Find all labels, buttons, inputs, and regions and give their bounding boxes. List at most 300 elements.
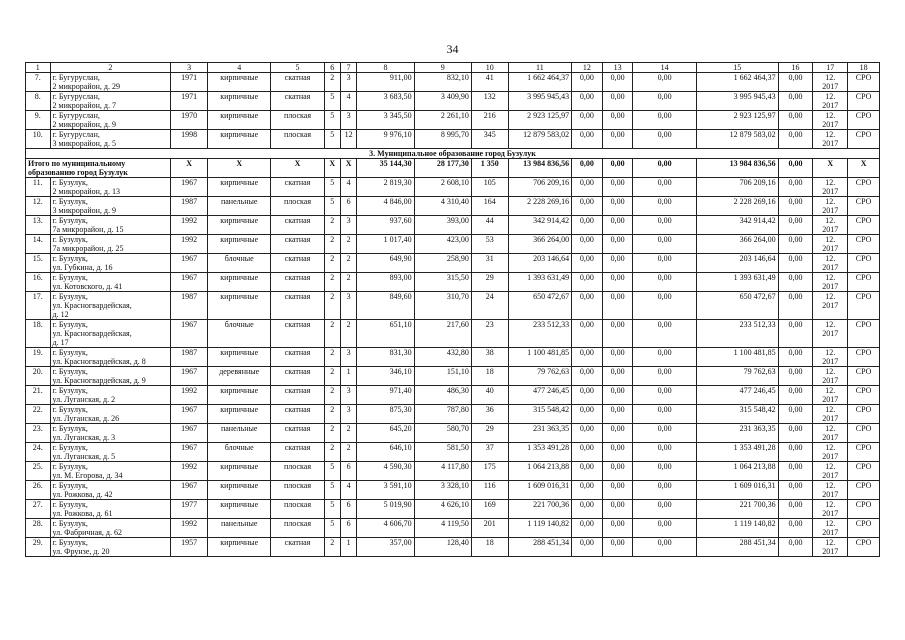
value-cell: 0,00 bbox=[602, 320, 633, 348]
total-area-cell: 4 590,30 bbox=[357, 462, 414, 481]
year-cell: 1967 bbox=[171, 443, 208, 462]
period-cell-line: 2017 bbox=[822, 101, 839, 110]
value-cell: 0,00 bbox=[572, 481, 603, 500]
value-cell: 0,00 bbox=[633, 254, 696, 273]
address-cell-line: 2 микрорайон, д. 7 bbox=[52, 101, 116, 110]
value-cell: 0,00 bbox=[633, 386, 696, 405]
table-row bbox=[26, 443, 880, 462]
entrances-cell: 3 bbox=[340, 348, 356, 367]
value-cell: 0,00 bbox=[572, 73, 603, 92]
address-cell-line: ул. Фабричная, д. 62 bbox=[52, 528, 122, 537]
total-area-cell: 937,60 bbox=[357, 216, 414, 235]
owner-funds-cell: 366 264,00 bbox=[696, 235, 778, 254]
owner-funds-cell: 2 923 125,97 bbox=[696, 111, 778, 130]
year-cell: 1967 bbox=[171, 254, 208, 273]
period-cell bbox=[813, 320, 848, 348]
period-cell-line: 12. bbox=[825, 538, 836, 547]
cost-cell: 2 228 269,16 bbox=[508, 197, 571, 216]
value-cell: 0,00 bbox=[778, 519, 813, 538]
year-cell: 1967 bbox=[171, 367, 208, 386]
address-cell bbox=[50, 519, 171, 538]
wall-material-cell: кирпичные bbox=[208, 405, 271, 424]
entrances-cell: 2 bbox=[340, 254, 356, 273]
total-cell: X bbox=[324, 159, 340, 178]
residents-cell: 24 bbox=[471, 292, 508, 320]
entrances-cell: 12 bbox=[340, 130, 356, 149]
value-cell: 0,00 bbox=[778, 481, 813, 500]
wall-material-cell: блочные bbox=[208, 320, 271, 348]
method-cell: СРО bbox=[848, 292, 880, 320]
value-cell: 0,00 bbox=[633, 73, 696, 92]
address-cell bbox=[50, 367, 171, 386]
roof-type-cell: скатная bbox=[271, 292, 324, 320]
wall-material-cell: кирпичные bbox=[208, 462, 271, 481]
residents-cell: 37 bbox=[471, 443, 508, 462]
living-area-cell: 4 119,50 bbox=[414, 519, 471, 538]
address-cell bbox=[50, 216, 171, 235]
roof-type-cell: скатная bbox=[271, 92, 324, 111]
value-cell: 0,00 bbox=[572, 235, 603, 254]
year-cell: 1967 bbox=[171, 424, 208, 443]
cost-cell: 221 700,36 bbox=[508, 500, 571, 519]
period-cell-line: 2017 bbox=[822, 357, 839, 366]
floors-cell: 2 bbox=[324, 348, 340, 367]
address-cell-line: 2 микрорайон, д. 13 bbox=[52, 187, 120, 196]
table-row bbox=[26, 348, 880, 367]
living-area-cell: 4 117,80 bbox=[414, 462, 471, 481]
period-cell bbox=[813, 348, 848, 367]
method-cell: СРО bbox=[848, 92, 880, 111]
residents-cell: 23 bbox=[471, 320, 508, 348]
cost-cell: 342 914,42 bbox=[508, 216, 571, 235]
cost-cell: 231 363,35 bbox=[508, 424, 571, 443]
row-number: 13. bbox=[26, 216, 51, 235]
method-cell: СРО bbox=[848, 235, 880, 254]
cost-cell: 288 451,34 bbox=[508, 538, 571, 557]
roof-type-cell: скатная bbox=[271, 73, 324, 92]
address-cell bbox=[50, 254, 171, 273]
method-cell: СРО bbox=[848, 73, 880, 92]
total-area-cell: 3 591,10 bbox=[357, 481, 414, 500]
address-cell-line: ул. Луганская, д. 2 bbox=[52, 395, 116, 404]
value-cell: 0,00 bbox=[778, 443, 813, 462]
value-cell: 0,00 bbox=[778, 405, 813, 424]
wall-material-cell: кирпичные bbox=[208, 481, 271, 500]
row-number: 25. bbox=[26, 462, 51, 481]
table-row bbox=[26, 367, 880, 386]
wall-material-cell: кирпичные bbox=[208, 178, 271, 197]
period-cell-line: 2017 bbox=[822, 263, 839, 272]
address-cell-line: ул. Губкина, д. 16 bbox=[52, 263, 113, 272]
total-area-cell: 651,10 bbox=[357, 320, 414, 348]
page-number: 34 bbox=[446, 42, 459, 56]
entrances-cell: 2 bbox=[340, 273, 356, 292]
floors-cell: 5 bbox=[324, 92, 340, 111]
total-area-cell: 893,00 bbox=[357, 273, 414, 292]
address-cell bbox=[50, 386, 171, 405]
address-cell bbox=[50, 500, 171, 519]
housing-register-table bbox=[25, 62, 880, 557]
period-cell-line: 12. bbox=[825, 216, 836, 225]
wall-material-cell: кирпичные bbox=[208, 273, 271, 292]
address-cell-line: 7а микрорайон, д. 15 bbox=[52, 225, 124, 234]
period-cell-line: 2017 bbox=[822, 528, 839, 537]
entrances-cell: 2 bbox=[340, 424, 356, 443]
row-number: 18. bbox=[26, 320, 51, 348]
year-cell: 1967 bbox=[171, 405, 208, 424]
row-number: 26. bbox=[26, 481, 51, 500]
wall-material-cell: кирпичные bbox=[208, 111, 271, 130]
address-cell bbox=[50, 348, 171, 367]
wall-material-cell: панельные bbox=[208, 197, 271, 216]
value-cell: 0,00 bbox=[602, 424, 633, 443]
period-cell-line: 12. bbox=[825, 130, 836, 139]
entrances-cell: 2 bbox=[340, 443, 356, 462]
entrances-cell: 4 bbox=[340, 481, 356, 500]
col-header: 17 bbox=[813, 63, 848, 73]
period-cell-line: 12. bbox=[825, 462, 836, 471]
living-area-cell: 4 626,10 bbox=[414, 500, 471, 519]
wall-material-cell: блочные bbox=[208, 443, 271, 462]
living-area-cell: 8 995,70 bbox=[414, 130, 471, 149]
owner-funds-cell: 12 879 583,02 bbox=[696, 130, 778, 149]
value-cell: 0,00 bbox=[778, 216, 813, 235]
row-number: 20. bbox=[26, 367, 51, 386]
total-label-line: Итого по муниципальному bbox=[28, 159, 126, 168]
value-cell: 0,00 bbox=[572, 178, 603, 197]
col-header: 6 bbox=[324, 63, 340, 73]
address-cell-line: г. Бугуруслан, bbox=[52, 111, 100, 120]
living-area-cell: 315,50 bbox=[414, 273, 471, 292]
floors-cell: 5 bbox=[324, 111, 340, 130]
period-cell bbox=[813, 111, 848, 130]
value-cell: 0,00 bbox=[572, 386, 603, 405]
value-cell: 0,00 bbox=[778, 235, 813, 254]
value-cell: 0,00 bbox=[633, 348, 696, 367]
value-cell: 0,00 bbox=[602, 73, 633, 92]
table-row bbox=[26, 235, 880, 254]
wall-material-cell: деревянные bbox=[208, 367, 271, 386]
total-area-cell: 357,00 bbox=[357, 538, 414, 557]
period-cell-line: 2017 bbox=[822, 452, 839, 461]
period-cell-line: 2017 bbox=[822, 187, 839, 196]
owner-funds-cell: 1 353 491,28 bbox=[696, 443, 778, 462]
total-label bbox=[26, 159, 171, 178]
table-row bbox=[26, 292, 880, 320]
address-cell-line: г. Бузулук, bbox=[52, 178, 88, 187]
address-cell bbox=[50, 235, 171, 254]
value-cell: 0,00 bbox=[633, 273, 696, 292]
total-cell: 13 984 836,56 bbox=[696, 159, 778, 178]
roof-type-cell: скатная bbox=[271, 273, 324, 292]
residents-cell: 216 bbox=[471, 111, 508, 130]
year-cell: 1992 bbox=[171, 235, 208, 254]
owner-funds-cell: 315 548,42 bbox=[696, 405, 778, 424]
period-cell-line: 2017 bbox=[822, 376, 839, 385]
total-label-line: образованию город Бузулук bbox=[28, 168, 128, 177]
total-area-cell: 346,10 bbox=[357, 367, 414, 386]
row-number: 10. bbox=[26, 130, 51, 149]
period-cell-line: 2017 bbox=[822, 282, 839, 291]
col-header: 15 bbox=[696, 63, 778, 73]
value-cell: 0,00 bbox=[778, 254, 813, 273]
address-cell bbox=[50, 92, 171, 111]
year-cell: 1967 bbox=[171, 273, 208, 292]
value-cell: 0,00 bbox=[602, 405, 633, 424]
total-area-cell: 3 683,50 bbox=[357, 92, 414, 111]
address-cell-line: г. Бузулук, bbox=[52, 519, 88, 528]
residents-cell: 105 bbox=[471, 178, 508, 197]
living-area-cell: 128,40 bbox=[414, 538, 471, 557]
wall-material-cell: кирпичные bbox=[208, 292, 271, 320]
period-cell-line: 2017 bbox=[822, 82, 839, 91]
address-cell bbox=[50, 443, 171, 462]
table-row bbox=[26, 273, 880, 292]
method-cell: СРО bbox=[848, 462, 880, 481]
address-cell-line: г. Бузулук, bbox=[52, 500, 88, 509]
value-cell: 0,00 bbox=[572, 500, 603, 519]
address-cell-line: г. Бузулук, bbox=[52, 197, 88, 206]
value-cell: 0,00 bbox=[572, 320, 603, 348]
method-cell: СРО bbox=[848, 538, 880, 557]
value-cell: 0,00 bbox=[633, 111, 696, 130]
value-cell: 0,00 bbox=[572, 405, 603, 424]
value-cell: 0,00 bbox=[778, 197, 813, 216]
address-cell-line: ул. Котовского, д. 41 bbox=[52, 282, 123, 291]
address-cell bbox=[50, 292, 171, 320]
roof-type-cell: плоская bbox=[271, 519, 324, 538]
floors-cell: 5 bbox=[324, 462, 340, 481]
address-cell-line: ул. Рожкова, д. 42 bbox=[52, 490, 113, 499]
value-cell: 0,00 bbox=[572, 292, 603, 320]
address-cell bbox=[50, 462, 171, 481]
living-area-cell: 423,00 bbox=[414, 235, 471, 254]
col-header: 2 bbox=[50, 63, 171, 73]
value-cell: 0,00 bbox=[602, 197, 633, 216]
year-cell: 1970 bbox=[171, 111, 208, 130]
period-cell-line: 12. bbox=[825, 424, 836, 433]
entrances-cell: 3 bbox=[340, 405, 356, 424]
owner-funds-cell: 203 146,64 bbox=[696, 254, 778, 273]
value-cell: 0,00 bbox=[602, 348, 633, 367]
period-cell-line: 12. bbox=[825, 443, 836, 452]
address-cell-line: г. Бузулук, bbox=[52, 538, 88, 547]
total-cell: 28 177,30 bbox=[414, 159, 471, 178]
col-header: 10 bbox=[471, 63, 508, 73]
row-number: 14. bbox=[26, 235, 51, 254]
residents-cell: 345 bbox=[471, 130, 508, 149]
period-cell-line: 12. bbox=[825, 481, 836, 490]
roof-type-cell: плоская bbox=[271, 111, 324, 130]
floors-cell: 2 bbox=[324, 405, 340, 424]
value-cell: 0,00 bbox=[778, 273, 813, 292]
total-row bbox=[26, 159, 880, 178]
residents-cell: 44 bbox=[471, 216, 508, 235]
value-cell: 0,00 bbox=[602, 130, 633, 149]
method-cell: СРО bbox=[848, 111, 880, 130]
method-cell: СРО bbox=[848, 254, 880, 273]
table-row bbox=[26, 111, 880, 130]
period-cell bbox=[813, 178, 848, 197]
value-cell: 0,00 bbox=[572, 111, 603, 130]
floors-cell: 5 bbox=[324, 130, 340, 149]
owner-funds-cell: 1 609 016,31 bbox=[696, 481, 778, 500]
year-cell: 1992 bbox=[171, 462, 208, 481]
value-cell: 0,00 bbox=[633, 130, 696, 149]
cost-cell: 1 609 016,31 bbox=[508, 481, 571, 500]
cost-cell: 366 264,00 bbox=[508, 235, 571, 254]
value-cell: 0,00 bbox=[633, 235, 696, 254]
column-number-header bbox=[26, 63, 880, 73]
roof-type-cell: плоская bbox=[271, 197, 324, 216]
method-cell: СРО bbox=[848, 386, 880, 405]
address-cell bbox=[50, 73, 171, 92]
year-cell: 1957 bbox=[171, 538, 208, 557]
living-area-cell: 393,00 bbox=[414, 216, 471, 235]
roof-type-cell: скатная bbox=[271, 235, 324, 254]
period-cell bbox=[813, 519, 848, 538]
method-cell: СРО bbox=[848, 500, 880, 519]
value-cell: 0,00 bbox=[633, 197, 696, 216]
entrances-cell: 6 bbox=[340, 462, 356, 481]
row-number: 8. bbox=[26, 92, 51, 111]
living-area-cell: 310,70 bbox=[414, 292, 471, 320]
total-area-cell: 911,00 bbox=[357, 73, 414, 92]
residents-cell: 40 bbox=[471, 386, 508, 405]
value-cell: 0,00 bbox=[602, 273, 633, 292]
period-cell-line: 2017 bbox=[822, 139, 839, 148]
address-cell bbox=[50, 424, 171, 443]
period-cell-line: 12. bbox=[825, 292, 836, 301]
period-cell bbox=[813, 462, 848, 481]
total-cell: X bbox=[340, 159, 356, 178]
owner-funds-cell: 477 246,45 bbox=[696, 386, 778, 405]
total-area-cell: 2 819,30 bbox=[357, 178, 414, 197]
total-cell: 0,00 bbox=[572, 159, 603, 178]
year-cell: 1967 bbox=[171, 481, 208, 500]
period-cell-line: 2017 bbox=[822, 329, 839, 338]
total-area-cell: 649,90 bbox=[357, 254, 414, 273]
year-cell: 1977 bbox=[171, 500, 208, 519]
col-header: 13 bbox=[602, 63, 633, 73]
living-area-cell: 3 328,10 bbox=[414, 481, 471, 500]
value-cell: 0,00 bbox=[633, 462, 696, 481]
col-header: 12 bbox=[572, 63, 603, 73]
method-cell: СРО bbox=[848, 130, 880, 149]
value-cell: 0,00 bbox=[633, 216, 696, 235]
living-area-cell: 486,30 bbox=[414, 386, 471, 405]
value-cell: 0,00 bbox=[778, 462, 813, 481]
roof-type-cell: скатная bbox=[271, 320, 324, 348]
table-row bbox=[26, 254, 880, 273]
wall-material-cell: панельные bbox=[208, 519, 271, 538]
value-cell: 0,00 bbox=[633, 178, 696, 197]
table-row bbox=[26, 92, 880, 111]
roof-type-cell: плоская bbox=[271, 481, 324, 500]
address-cell-line: г. Бузулук, bbox=[52, 254, 88, 263]
floors-cell: 5 bbox=[324, 519, 340, 538]
row-number: 21. bbox=[26, 386, 51, 405]
entrances-cell: 3 bbox=[340, 386, 356, 405]
period-cell bbox=[813, 481, 848, 500]
living-area-cell: 2 261,10 bbox=[414, 111, 471, 130]
floors-cell: 2 bbox=[324, 292, 340, 320]
period-cell-line: 2017 bbox=[822, 490, 839, 499]
value-cell: 0,00 bbox=[778, 178, 813, 197]
total-area-cell: 4 846,00 bbox=[357, 197, 414, 216]
value-cell: 0,00 bbox=[602, 538, 633, 557]
period-cell-line: 12. bbox=[825, 519, 836, 528]
residents-cell: 175 bbox=[471, 462, 508, 481]
wall-material-cell: кирпичные bbox=[208, 216, 271, 235]
address-cell-line: г. Бузулук, bbox=[52, 320, 88, 329]
address-cell bbox=[50, 273, 171, 292]
address-cell bbox=[50, 320, 171, 348]
col-header: 1 bbox=[26, 63, 51, 73]
total-cell: 0,00 bbox=[778, 159, 813, 178]
row-number: 29. bbox=[26, 538, 51, 557]
floors-cell: 2 bbox=[324, 320, 340, 348]
living-area-cell: 3 409,90 bbox=[414, 92, 471, 111]
year-cell: 1987 bbox=[171, 292, 208, 320]
address-cell-line: 2 микрорайон, д. 9 bbox=[52, 120, 116, 129]
value-cell: 0,00 bbox=[778, 348, 813, 367]
value-cell: 0,00 bbox=[633, 538, 696, 557]
address-cell-line: г. Бузулук, bbox=[52, 481, 88, 490]
value-cell: 0,00 bbox=[602, 235, 633, 254]
value-cell: 0,00 bbox=[778, 320, 813, 348]
address-cell-line: г. Бузулук, bbox=[52, 462, 88, 471]
period-cell-line: 12. bbox=[825, 235, 836, 244]
table-body bbox=[26, 63, 880, 557]
address-cell-line: ул. Красногвардейская, д. 9 bbox=[52, 376, 146, 385]
floors-cell: 5 bbox=[324, 500, 340, 519]
value-cell: 0,00 bbox=[633, 405, 696, 424]
table-row bbox=[26, 519, 880, 538]
address-cell-line: д. 12 bbox=[52, 310, 69, 319]
year-cell: 1987 bbox=[171, 348, 208, 367]
living-area-cell: 580,70 bbox=[414, 424, 471, 443]
col-header: 7 bbox=[340, 63, 356, 73]
year-cell: 1992 bbox=[171, 216, 208, 235]
value-cell: 0,00 bbox=[572, 130, 603, 149]
period-cell bbox=[813, 73, 848, 92]
address-cell-line: 3 микрорайон, д. 5 bbox=[52, 139, 116, 148]
table-row bbox=[26, 197, 880, 216]
value-cell: 0,00 bbox=[602, 216, 633, 235]
year-cell: 1998 bbox=[171, 130, 208, 149]
value-cell: 0,00 bbox=[602, 462, 633, 481]
roof-type-cell: скатная bbox=[271, 254, 324, 273]
cost-cell: 315 548,42 bbox=[508, 405, 571, 424]
residents-cell: 29 bbox=[471, 424, 508, 443]
address-cell bbox=[50, 481, 171, 500]
floors-cell: 5 bbox=[324, 178, 340, 197]
total-cell: 0,00 bbox=[602, 159, 633, 178]
address-cell-line: 3 микрорайон, д. 9 bbox=[52, 206, 116, 215]
owner-funds-cell: 1 393 631,49 bbox=[696, 273, 778, 292]
roof-type-cell: скатная bbox=[271, 367, 324, 386]
floors-cell: 2 bbox=[324, 424, 340, 443]
cost-cell: 477 246,45 bbox=[508, 386, 571, 405]
floors-cell: 5 bbox=[324, 197, 340, 216]
table-row bbox=[26, 538, 880, 557]
residents-cell: 132 bbox=[471, 92, 508, 111]
owner-funds-cell: 1 662 464,37 bbox=[696, 73, 778, 92]
year-cell: 1971 bbox=[171, 73, 208, 92]
year-cell: 1967 bbox=[171, 320, 208, 348]
owner-funds-cell: 1 100 481,85 bbox=[696, 348, 778, 367]
